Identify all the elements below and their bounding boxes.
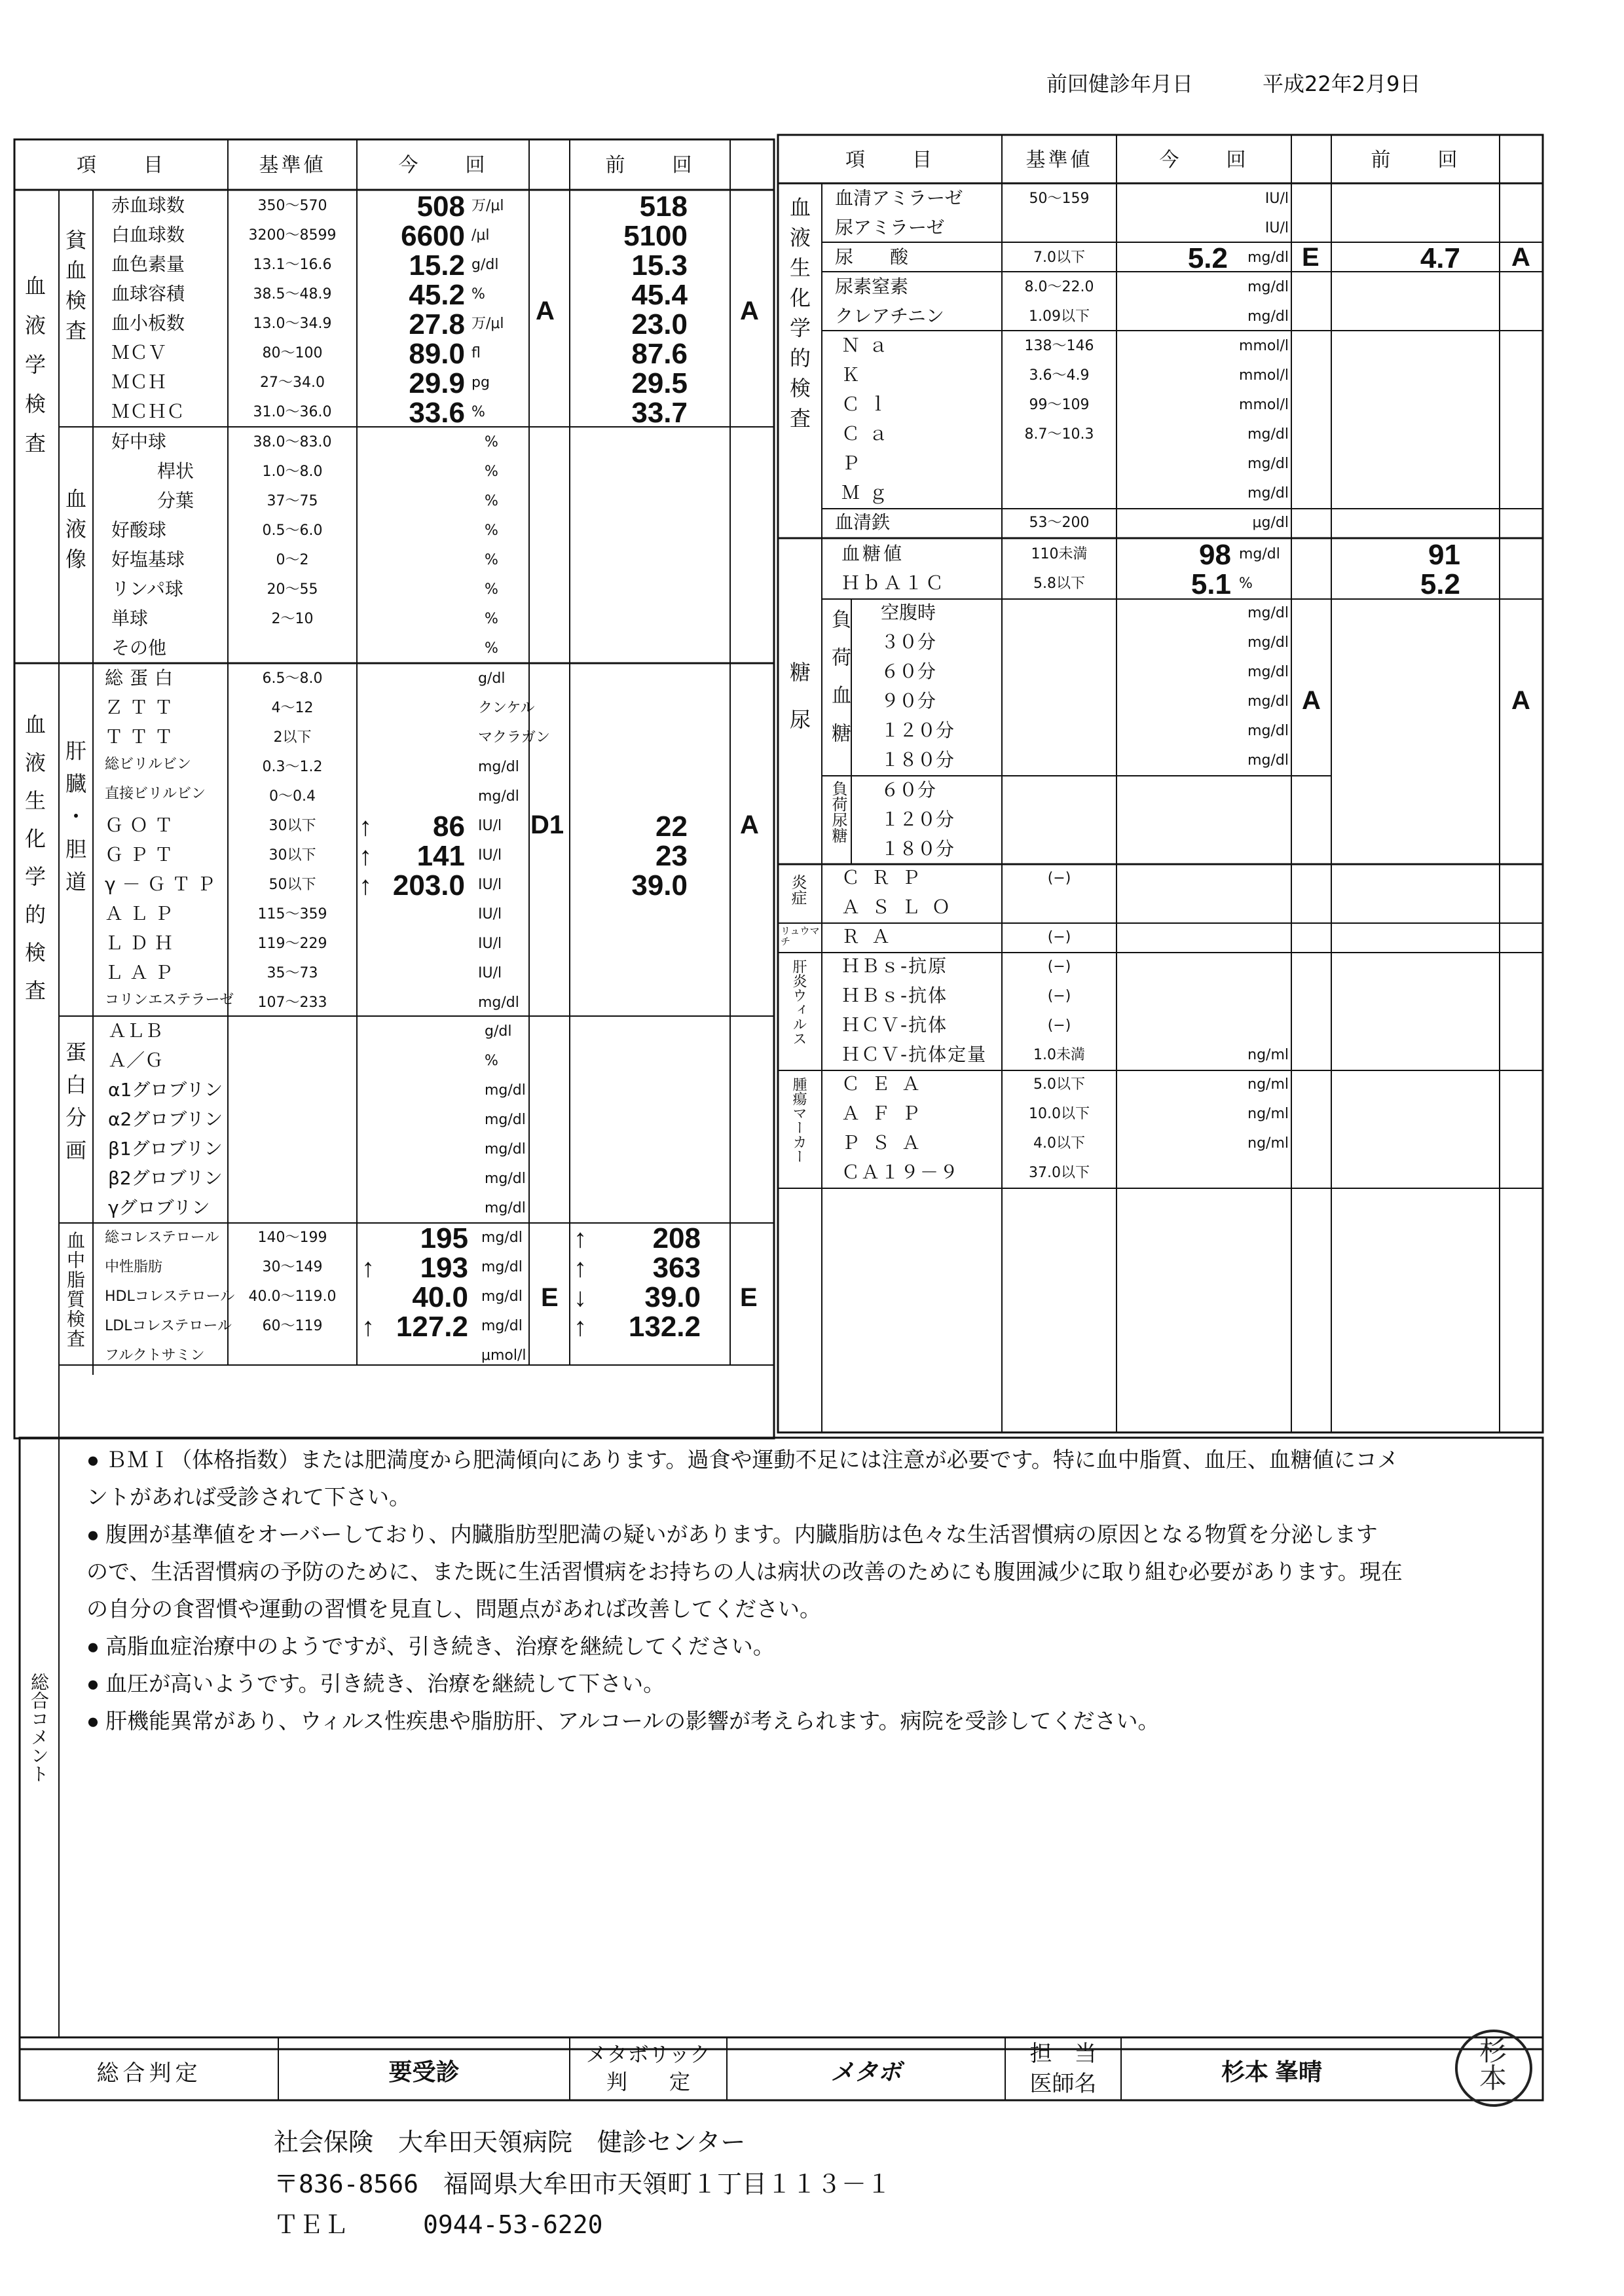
- row-standard: 10.0以下: [1029, 1106, 1090, 1122]
- row-unit: mg/dl: [1239, 546, 1280, 562]
- right-header-standard: 基準値: [1025, 149, 1093, 172]
- row-unit: mg/dl: [478, 759, 519, 775]
- comment-line: ントがあれば受診されて下さい。: [86, 1485, 411, 1509]
- row-name: 総ビリルビン: [105, 756, 192, 773]
- row-standard: 60～119: [262, 1318, 323, 1334]
- row-name: β2グロブリン: [108, 1167, 223, 1189]
- row-name: ＣＲＰ: [841, 867, 932, 888]
- row-unit: mg/dl: [1247, 456, 1289, 472]
- row-standard: 0.3～1.2: [262, 759, 323, 775]
- row-previous: 91: [1428, 539, 1460, 571]
- load-blood-label: 負荷血糖: [828, 609, 851, 761]
- row-unit: mg/dl: [1247, 249, 1289, 266]
- row-previous-arrow: ↑: [574, 1224, 587, 1253]
- section-blood-label: 血液学検査: [22, 275, 46, 471]
- row-name: ＭＣＨ: [111, 371, 167, 393]
- row-previous: 87.6: [631, 338, 688, 370]
- row-name: 好塩基球: [111, 549, 185, 570]
- row-standard: 4～12: [271, 700, 314, 716]
- row-name: ＺＴＴ: [105, 697, 180, 718]
- row-standard: (−): [1047, 870, 1071, 886]
- row-name: ＨｂＡ１Ｃ: [841, 572, 947, 594]
- row-name: 単球: [111, 608, 149, 629]
- row-previous: 29.5: [631, 367, 688, 399]
- row-current: 40.0: [412, 1281, 468, 1313]
- row-name: 桿状: [157, 460, 194, 482]
- row-unit: μmol/l: [481, 1347, 526, 1364]
- comment-line: ● ＢＭＩ（体格指数）または肥満度から肥満傾向にあります。過食や運動不足には注意が必要です。特に血中脂質、血圧、血糖値にコメ: [86, 1448, 1399, 1472]
- row-unit: mg/dl: [485, 1171, 526, 1187]
- left-header-standard: 基準値: [259, 154, 326, 177]
- row-unit: 万/μl: [471, 316, 504, 332]
- row-name: Ｐ: [841, 452, 870, 474]
- row-current: 45.2: [409, 279, 465, 311]
- row-name: ＰＳＡ: [841, 1132, 932, 1154]
- right-header-current: 今 回: [1159, 149, 1249, 172]
- row-unit: mg/dl: [1247, 634, 1289, 651]
- row-standard: 1.09以下: [1029, 308, 1090, 325]
- row-standard: 50以下: [268, 877, 316, 893]
- row-standard: 38.0～83.0: [253, 434, 332, 450]
- row-previous: 39.0: [631, 869, 688, 902]
- row-standard: 6.5～8.0: [262, 670, 323, 687]
- row-standard: (−): [1047, 958, 1071, 975]
- row-arrow: ↑: [359, 842, 372, 871]
- row-unit: g/dl: [485, 1023, 512, 1040]
- row-name: α1グロブリン: [108, 1079, 223, 1101]
- row-current: 5.2: [1187, 242, 1228, 274]
- row-standard: 3.6～4.9: [1029, 367, 1090, 384]
- row-unit: %: [485, 640, 498, 657]
- group-liver-label: 肝臓・胆道: [62, 740, 87, 903]
- row-unit: %: [485, 434, 498, 450]
- row-unit: /μl: [471, 227, 490, 244]
- row-unit: mg/dl: [481, 1230, 523, 1246]
- row-unit: ng/ml: [1247, 1135, 1289, 1152]
- row-previous-arrow: ↓: [574, 1283, 587, 1312]
- row-unit: mg/dl: [485, 1082, 526, 1099]
- row-name: ６０分: [881, 661, 936, 682]
- row-name: その他: [111, 637, 167, 659]
- lipid-grade-previous: E: [740, 1283, 758, 1312]
- row-standard: (−): [1047, 929, 1071, 945]
- row-name: ＧＯＴ: [105, 814, 180, 836]
- row-name: 尿素窒素: [835, 276, 909, 297]
- row-arrow: ↑: [359, 812, 372, 841]
- row-unit: IU/l: [478, 847, 502, 864]
- row-name: 分葉: [157, 490, 194, 511]
- row-current: 27.8: [409, 308, 465, 340]
- row-unit: mg/dl: [478, 788, 519, 805]
- anemia-grade-previous: A: [740, 297, 759, 325]
- row-name: 血球容積: [111, 283, 185, 304]
- row-standard: 99～109: [1029, 397, 1090, 413]
- row-unit: mg/dl: [478, 994, 519, 1011]
- row-name: β1グロブリン: [108, 1138, 223, 1159]
- row-previous-arrow: ↑: [574, 1254, 587, 1283]
- section-hepvirus-label: 肝炎ウィルス: [790, 959, 807, 1046]
- row-name: クレアチニン: [835, 305, 944, 327]
- overall-value: 要受診: [388, 2058, 460, 2085]
- row-standard: 37～75: [267, 493, 318, 509]
- row-unit: pg: [471, 374, 490, 391]
- row-unit: %: [485, 493, 498, 509]
- row-name: ＨＢｓ-抗原: [841, 955, 948, 977]
- row-unit: mg/dl: [1247, 664, 1289, 680]
- row-standard: 115～359: [257, 906, 327, 922]
- row-previous: 5100: [623, 220, 688, 252]
- row-current: 98: [1199, 539, 1231, 571]
- comment-line: ● 血圧が高いようです。引き続き、治療を継続して下さい。: [86, 1671, 665, 1696]
- row-unit: ng/ml: [1247, 1106, 1289, 1122]
- row-standard: 4.0以下: [1033, 1135, 1085, 1152]
- row-current: 15.2: [409, 249, 465, 282]
- row-standard: 30以下: [268, 847, 316, 864]
- row-previous: 33.7: [631, 397, 688, 429]
- row-unit: mg/dl: [1247, 752, 1289, 769]
- institution-name: 社会保険 大牟田天領病院 健診センター: [274, 2128, 746, 2157]
- row-standard: 30～149: [262, 1259, 323, 1275]
- row-standard: 13.0～34.9: [253, 316, 332, 332]
- row-name: γグロブリン: [108, 1197, 210, 1218]
- row-name: ＭＣＨＣ: [111, 401, 185, 422]
- row-unit: mg/dl: [1247, 485, 1289, 501]
- row-standard: 0～2: [276, 552, 309, 568]
- row-arrow: ↑: [359, 871, 372, 900]
- section-inflam-label: 炎症: [788, 874, 807, 905]
- row-standard: 8.7～10.3: [1024, 426, 1094, 443]
- row-unit: g/dl: [471, 257, 499, 273]
- row-standard: 0.5～6.0: [262, 522, 323, 539]
- row-unit: mmol/l: [1239, 367, 1289, 384]
- row-name: 好酸球: [111, 519, 167, 541]
- row-previous: 39.0: [644, 1281, 701, 1313]
- row-name: Ｋ: [841, 364, 870, 386]
- comment-line: ● 腹囲が基準値をオーバーしており、内臓脂肪型肥満の疑いがあります。内臓脂肪は色々な生活習慣病の原因となる物質を分泌します: [86, 1522, 1378, 1546]
- left-header-current: 今 回: [398, 154, 488, 177]
- row-unit: mg/dl: [1247, 308, 1289, 325]
- row-standard: 31.0～36.0: [253, 404, 332, 420]
- row-name: ＨＣＶ-抗体: [841, 1014, 948, 1036]
- row-name: γ－ＧＴＰ: [105, 873, 222, 895]
- row-name: α2グロブリン: [108, 1108, 223, 1130]
- row-name: 好中球: [111, 431, 167, 452]
- prev-exam-date: 平成22年2月9日: [1263, 71, 1421, 96]
- row-name: ＴＴＴ: [105, 726, 180, 748]
- group-blood-image-label: 血液像: [62, 488, 87, 578]
- uric-grade-previous: A: [1511, 243, 1530, 272]
- row-name: 血清鉄: [835, 511, 891, 533]
- row-name: 中性脂肪: [105, 1259, 163, 1275]
- row-standard: 38.5～48.9: [253, 286, 332, 302]
- row-standard: 110未満: [1031, 546, 1088, 562]
- seal-text: 杉本: [1475, 2036, 1507, 2091]
- row-previous: 5.2: [1420, 568, 1460, 600]
- row-standard: (−): [1047, 988, 1071, 1004]
- comment-line: ● 肝機能異常があり、ウィルス性疾患や脂肪肝、アルコールの影響が考えられます。病院を受診してください。: [86, 1709, 1160, 1733]
- left-header-item: 項 目: [77, 154, 166, 177]
- row-unit: IU/l: [1264, 191, 1289, 207]
- row-unit: fl: [471, 345, 481, 361]
- comment-line: の自分の食習慣や運動の習慣を見直し、問題点があれば改善してください。: [86, 1597, 821, 1621]
- row-name: ＬＡＰ: [105, 962, 180, 983]
- diabetes-grade-previous: A: [1511, 686, 1530, 715]
- row-current-arrow: ↑: [361, 1254, 375, 1283]
- row-previous: 23: [655, 840, 688, 872]
- row-name: ＬＤＨ: [105, 932, 180, 954]
- row-current-arrow: ↑: [361, 1313, 375, 1341]
- row-unit: mg/dl: [1247, 605, 1289, 621]
- group-anemia-label: 貧血検査: [62, 229, 87, 350]
- doctor-value: 杉本 峯晴: [1221, 2058, 1322, 2085]
- row-name: 総コレステロール: [105, 1230, 219, 1246]
- prev-exam-label: 前回健診年月日: [1046, 71, 1194, 96]
- row-name: ＨＣＶ-抗体定量: [841, 1044, 987, 1065]
- row-name: Ｃａ: [841, 423, 897, 445]
- row-unit: %: [485, 581, 498, 598]
- comment-line: ので、生活習慣病の予防のために、また既に生活習慣病をお持ちの人は病状の改善のためにも腹囲減少に取り組む必要があります。現在: [86, 1559, 1403, 1584]
- left-header-previous: 前 回: [605, 154, 695, 177]
- row-name: 白血球数: [111, 224, 185, 246]
- row-unit: mg/dl: [481, 1259, 523, 1275]
- row-unit: μg/dl: [1252, 515, 1289, 531]
- row-name: １８０分: [881, 838, 955, 860]
- row-unit: mg/dl: [485, 1112, 526, 1128]
- row-unit: IU/l: [478, 906, 502, 922]
- row-standard: 2以下: [273, 729, 312, 746]
- row-standard: 20～55: [267, 581, 318, 598]
- row-unit: 万/μl: [471, 198, 504, 214]
- lipid-grade-current: E: [541, 1283, 559, 1312]
- row-name: ＧＰＴ: [105, 844, 180, 866]
- row-current: 6600: [401, 220, 465, 252]
- comment-line: ● 高脂血症治療中のようですが、引き続き、治療を継続してください。: [86, 1634, 775, 1658]
- row-current: 29.9: [409, 367, 465, 399]
- row-current: 86: [433, 811, 465, 843]
- liver-grade-previous: A: [740, 811, 759, 839]
- row-name: １２０分: [881, 809, 955, 830]
- row-name: Ｎａ: [841, 335, 897, 356]
- row-standard: 30以下: [268, 818, 316, 834]
- metabolic-value: メタボ: [830, 2058, 902, 2085]
- row-standard: 40.0～119.0: [248, 1288, 337, 1305]
- row-unit: マクラガン: [478, 729, 551, 746]
- row-previous-arrow: ↑: [574, 1313, 587, 1341]
- institution-tel: ＴＥＬ 0944-53-6220: [274, 2210, 603, 2239]
- row-standard: 27～34.0: [260, 374, 325, 391]
- row-name: ＭＣＶ: [111, 342, 167, 363]
- row-name: ＡＬＰ: [105, 903, 180, 924]
- row-standard: 119～229: [257, 936, 327, 952]
- row-name: 尿 酸: [835, 246, 909, 268]
- row-previous: 23.0: [631, 308, 688, 340]
- row-standard: 1.0～8.0: [262, 464, 323, 480]
- row-name: Ｍｇ: [841, 482, 897, 503]
- row-name: ＣＥＡ: [841, 1073, 932, 1095]
- doctor-label-2: 医師名: [1029, 2071, 1097, 2097]
- row-unit: ng/ml: [1247, 1076, 1289, 1093]
- row-name: ６０分: [881, 779, 936, 801]
- row-previous: 45.4: [631, 279, 688, 311]
- row-standard: 350～570: [257, 198, 327, 214]
- row-unit: %: [471, 286, 485, 302]
- row-current: 141: [416, 840, 465, 872]
- row-current: 33.6: [409, 397, 465, 429]
- row-standard: 13.1～16.6: [253, 257, 332, 273]
- row-unit: mg/dl: [481, 1288, 523, 1305]
- row-unit: %: [485, 611, 498, 627]
- row-name: 空腹時: [881, 602, 936, 623]
- row-unit: mg/dl: [1247, 723, 1289, 739]
- row-name: １８０分: [881, 749, 955, 771]
- row-standard: 35～73: [267, 965, 318, 981]
- row-unit: mmol/l: [1239, 397, 1289, 413]
- row-name: Ｃｌ: [841, 393, 897, 415]
- row-name: １２０分: [881, 720, 955, 741]
- row-name: Ａ／Ｇ: [108, 1049, 164, 1071]
- row-unit: %: [485, 464, 498, 480]
- row-standard: (−): [1047, 1017, 1071, 1034]
- right-header-item: 項 目: [845, 149, 934, 172]
- row-unit: IU/l: [478, 818, 502, 834]
- row-standard: 7.0以下: [1033, 249, 1085, 266]
- row-name: 血清アミラーゼ: [835, 187, 963, 209]
- metabolic-label-1: メタボリック: [585, 2042, 711, 2067]
- row-unit: %: [485, 1053, 498, 1069]
- row-name: HDLコレステロール: [105, 1288, 235, 1305]
- row-standard: 37.0以下: [1029, 1165, 1090, 1181]
- section-rheum-label: リュウマチ: [781, 925, 820, 947]
- row-unit: mg/dl: [1247, 279, 1289, 295]
- row-current: 203.0: [392, 869, 465, 902]
- row-unit: %: [485, 552, 498, 568]
- row-name: 尿アミラーゼ: [835, 217, 945, 238]
- row-name: 赤血球数: [111, 194, 185, 216]
- overall-label: 総合判定: [96, 2060, 202, 2086]
- row-current: 508: [416, 191, 465, 223]
- load-urine-label: 負荷尿糖: [829, 780, 847, 843]
- row-standard: 53～200: [1029, 515, 1090, 531]
- row-name: ＨＢｓ-抗体: [841, 985, 948, 1006]
- group-lipid-label: 血中脂質検査: [64, 1231, 86, 1349]
- row-previous: 15.3: [631, 249, 688, 282]
- row-unit: IU/l: [478, 936, 502, 952]
- row-standard: 3200～8599: [248, 227, 337, 244]
- row-previous: 518: [639, 191, 688, 223]
- row-name: コリンエステラーゼ: [105, 992, 234, 1008]
- row-unit: %: [485, 522, 498, 539]
- diabetes-grade-current: A: [1302, 686, 1321, 715]
- row-name: LDLコレステロール: [105, 1318, 232, 1334]
- institution-address: 〒836-8566 福岡県大牟田市天領町１丁目１１３－１: [274, 2170, 892, 2198]
- row-name: リンパ球: [111, 578, 184, 600]
- row-unit: g/dl: [478, 670, 506, 687]
- row-name: ３０分: [881, 631, 936, 653]
- row-unit: mg/dl: [1247, 426, 1289, 443]
- row-standard: 5.8以下: [1033, 575, 1085, 592]
- comment-label: 総合コメント: [28, 1673, 50, 1783]
- row-name: ＡＬＢ: [108, 1020, 164, 1042]
- row-unit: %: [1239, 575, 1253, 592]
- row-name: ＣＡ１９－９: [841, 1161, 960, 1183]
- group-protein-label: 蛋白分画: [62, 1041, 87, 1172]
- row-unit: mmol/l: [1239, 338, 1289, 354]
- row-standard: 2～10: [271, 611, 314, 627]
- anemia-grade-current: A: [536, 297, 555, 325]
- row-name: ＲＡ: [841, 926, 902, 947]
- row-current: 195: [420, 1222, 468, 1254]
- row-unit: IU/l: [1264, 220, 1289, 236]
- row-current: 89.0: [409, 338, 465, 370]
- row-standard: 138～146: [1024, 338, 1094, 354]
- row-name: ９０分: [881, 690, 936, 712]
- section-biochem-label: 血液生化学的検査: [22, 714, 46, 1017]
- row-standard: 1.0未満: [1033, 1047, 1085, 1063]
- row-unit: mg/dl: [1247, 693, 1289, 710]
- row-name: 血小板数: [111, 312, 185, 334]
- row-name: ＡＦＰ: [841, 1102, 932, 1124]
- section-tumor-label: 腫瘍マーカー: [790, 1077, 807, 1163]
- row-standard: 107～233: [257, 994, 327, 1011]
- row-current: 127.2: [396, 1311, 468, 1343]
- doctor-seal: [1455, 2030, 1532, 2107]
- row-name: ＡＳＬＯ: [841, 896, 963, 918]
- row-unit: mg/dl: [485, 1200, 526, 1216]
- row-current: 193: [420, 1252, 468, 1284]
- doctor-label-1: 担 当: [1029, 2041, 1097, 2067]
- row-name: フルクトサミン: [105, 1347, 205, 1364]
- row-unit: mg/dl: [485, 1141, 526, 1157]
- row-current: 5.1: [1190, 568, 1231, 600]
- row-standard: 8.0～22.0: [1024, 279, 1094, 295]
- row-standard: 50～159: [1029, 191, 1090, 207]
- row-name: 血色素量: [111, 253, 185, 275]
- row-standard: 80～100: [262, 345, 323, 361]
- row-previous: 22: [655, 811, 688, 843]
- row-previous: 132.2: [628, 1311, 701, 1343]
- metabolic-label-2: 判 定: [606, 2069, 690, 2094]
- row-unit: IU/l: [478, 877, 502, 893]
- row-standard: 5.0以下: [1033, 1076, 1085, 1093]
- row-name: 総蛋白: [105, 667, 180, 689]
- row-previous: 208: [652, 1222, 701, 1254]
- row-name: 直接ビリルビン: [105, 786, 206, 802]
- row-unit: IU/l: [478, 965, 502, 981]
- row-previous: 4.7: [1420, 242, 1460, 274]
- section-diabetes-label: 糖尿: [786, 661, 811, 756]
- uric-grade-current: E: [1302, 243, 1320, 272]
- row-standard: 140～199: [257, 1230, 327, 1246]
- row-unit: クンケル: [478, 700, 535, 716]
- right-section-biochem-label: 血液生化学的検査: [786, 196, 811, 437]
- row-name: 血糖値: [841, 543, 905, 564]
- row-standard: 0～0.4: [269, 788, 316, 805]
- row-unit: %: [471, 404, 485, 420]
- liver-grade-current: D1: [530, 811, 564, 839]
- row-unit: ng/ml: [1247, 1047, 1289, 1063]
- row-unit: mg/dl: [481, 1318, 523, 1334]
- right-header-previous: 前 回: [1371, 149, 1460, 172]
- row-previous: 363: [652, 1252, 701, 1284]
